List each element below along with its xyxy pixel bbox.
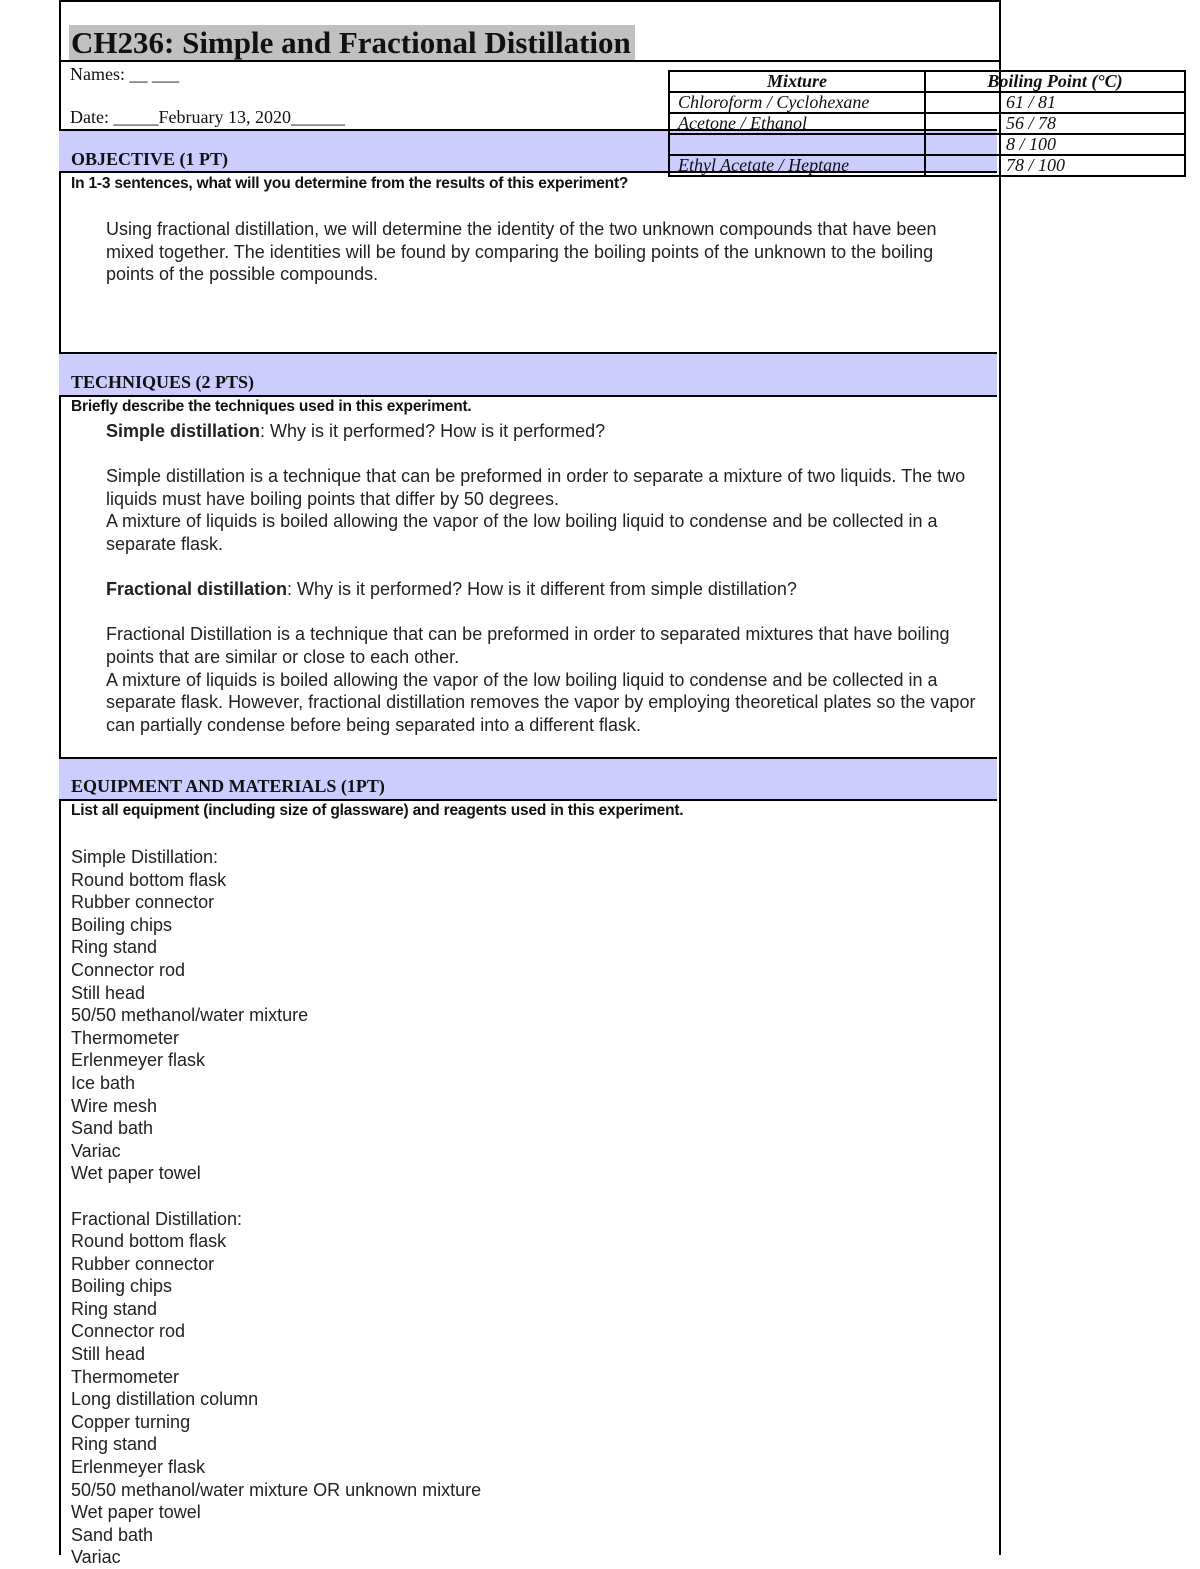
list-item: Copper turning (71, 1411, 191, 1432)
fractional-label: Fractional distillation (106, 579, 288, 600)
table-row (669, 155, 1185, 176)
fractional-distillation-heading: Fractional Distillation: (71, 1208, 243, 1229)
spacer (71, 1185, 481, 1208)
table-row (669, 92, 1185, 113)
page-title: CH236: Simple and Fractional Distillation (69, 25, 635, 60)
simple-label: Simple distillation (106, 421, 261, 441)
list-item: Still head (71, 982, 146, 1003)
fractional-question (106, 578, 986, 601)
list-item: Ring stand (71, 1298, 158, 1319)
techniques-body (106, 420, 986, 736)
date-field: Date: _____February 13, 2020______ (70, 107, 345, 127)
list-item: Ice bath (71, 1072, 136, 1093)
mixture-cell: Chloroform / Cyclohexane (669, 92, 925, 113)
mixture-header: Mixture (669, 71, 925, 92)
equipment-list (71, 846, 481, 1569)
equipment-title: EQUIPMENT AND MATERIALS (1PT) (71, 776, 385, 796)
list-item: Long distillation column (71, 1389, 259, 1410)
equipment-prompt: List all equipment (including size of glassware) and reagents used in this experiment. (71, 802, 684, 819)
list-item: Round bottom flask (71, 869, 227, 890)
boiling-point-header: Boiling Point (°C) (925, 71, 1185, 92)
objective-answer-text: Using fractional distillation, we will determine the identity of the two unknown compounds that have been mixed together. The identities will be found by comparing the boiling points of the unknown to the boiling points of the possible compounds. (106, 219, 937, 285)
list-item: Wet paper towel (71, 1163, 201, 1184)
list-item: 50/50 methanol/water mixture OR unknown mixture (71, 1479, 482, 1500)
boiling-point-cell: 8 / 100 (925, 134, 1185, 155)
list-item: Connector rod (71, 959, 186, 980)
list-item: Round bottom flask (71, 1231, 227, 1252)
mixture-cell (669, 134, 925, 155)
table-header-row (669, 71, 1185, 92)
list-item: Still head (71, 1344, 146, 1365)
boiling-point-table (668, 70, 1186, 177)
boiling-point-cell: 56 / 78 (925, 113, 1185, 134)
list-item: 50/50 methanol/water mixture (71, 1005, 309, 1026)
list-item: Variac (71, 1547, 121, 1568)
list-item: Wire mesh (71, 1095, 158, 1116)
techniques-title: TECHNIQUES (2 PTS) (71, 372, 255, 392)
list-item: Variac (71, 1140, 121, 1161)
simple-answer-1: Simple distillation is a technique that can be preformed in order to separate a mixture of two liquids. The two liquids must have boiling points that differ by 50 degrees. (106, 466, 966, 509)
simple-question (106, 420, 986, 443)
list-item: Rubber connector (71, 892, 215, 913)
fractional-answer-2: A mixture of liquids is boiled allowing the vapor of the low boiling liquid to condense and be collected in a separate flask. However, fractional distillation removes the vapor by employing theoretical plates so the vapor can partially condense before being separated into a different flask. (106, 669, 976, 735)
mixture-cell: Ethyl Acetate / Heptane (669, 155, 925, 176)
divider (59, 60, 999, 62)
table-row (669, 134, 1185, 155)
techniques-prompt: Briefly describe the techniques used in this experiment. (71, 398, 472, 415)
objective-answer (106, 218, 976, 286)
simple-answer-2: A mixture of liquids is boiled allowing the vapor of the low boiling liquid to condense and be collected in a separate flask. (106, 511, 938, 554)
boiling-point-cell: 61 / 81 (925, 92, 1185, 113)
mixture-cell: Acetone / Ethanol (669, 113, 925, 134)
list-item: Erlenmeyer flask (71, 1457, 206, 1478)
table-row (669, 113, 1185, 134)
boiling-point-cell: 78 / 100 (925, 155, 1185, 176)
list-item: Ring stand (71, 937, 158, 958)
fractional-answer-1: Fractional Distillation is a technique that can be preformed in order to separated mixtures that have boiling points that are similar or close to each other. (106, 624, 950, 667)
list-item: Sand bath (71, 1118, 154, 1139)
simple-question-text: : Why is it performed? How is it performed? (260, 421, 606, 441)
simple-distillation-heading: Simple Distillation: (71, 847, 219, 867)
list-item: Thermometer (71, 1366, 180, 1387)
list-item: Boiling chips (71, 914, 173, 935)
fractional-question-text: : Why is it performed? How is it different from simple distillation? (287, 579, 797, 600)
names-field: Names: __ ___ (70, 64, 179, 84)
objective-prompt: In 1-3 sentences, what will you determine from the results of this experiment? (71, 175, 629, 192)
list-item: Sand bath (71, 1524, 154, 1545)
list-item: Thermometer (71, 1027, 180, 1048)
list-item: Boiling chips (71, 1276, 173, 1297)
list-item: Rubber connector (71, 1253, 215, 1274)
list-item: Connector rod (71, 1321, 186, 1342)
list-item: Erlenmeyer flask (71, 1050, 206, 1071)
list-item: Wet paper towel (71, 1502, 201, 1523)
list-item: Ring stand (71, 1434, 158, 1455)
objective-title: OBJECTIVE (1 PT) (71, 149, 229, 169)
